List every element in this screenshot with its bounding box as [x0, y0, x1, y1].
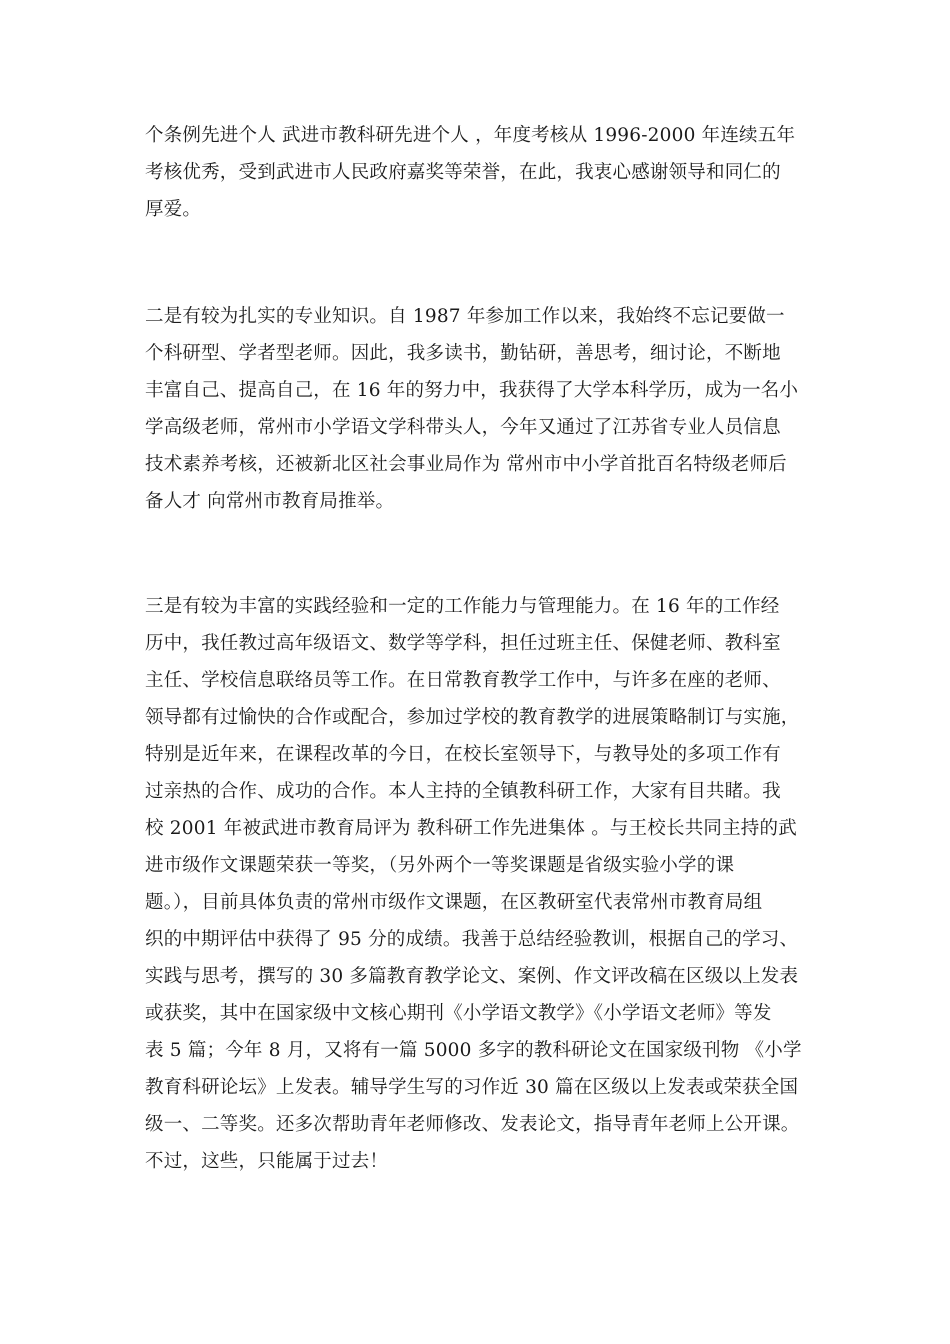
text-line: 主任、学校信息联络员等工作。在日常教育教学工作中，与许多在座的老师、	[145, 670, 781, 691]
text-line: 学高级老师，常州市小学语文学科带头人，今年又通过了江苏省专业人员信息	[145, 417, 781, 438]
text-line: 丰富自己、提高自己，在 16 年的努力中，我获得了大学本科学历，成为一名小	[145, 380, 799, 401]
text-line: 织的中期评估中获得了 95 分的成绩。我善于总结经验教训，根据自己的学习、	[145, 929, 799, 950]
text-line: 校 2001 年被武进市教育局评为 教科研工作先进集体 。与王校长共同主持的武	[145, 818, 797, 839]
text-line: 不过，这些，只能属于过去！	[145, 1151, 389, 1172]
text-line: 表 5 篇；今年 8 月，又将有一篇 5000 多字的教科研论文在国家级刊物 《小学	[145, 1040, 802, 1061]
text-line: 过亲热的合作、成功的合作。本人主持的全镇教科研工作，大家有目共睹。我	[145, 781, 781, 802]
text-line: 个科研型、学者型老师。因此，我多读书，勤钻研，善思考，细讨论，不断地	[145, 343, 781, 364]
paragraph-awards	[145, 117, 815, 228]
paragraph-professional-knowledge	[145, 298, 815, 520]
text-line: 或获奖，其中在国家级中文核心期刊《小学语文教学》《小学语文老师》等发	[145, 1003, 772, 1024]
text-line: 三是有较为丰富的实践经验和一定的工作能力与管理能力。在 16 年的工作经	[145, 596, 780, 617]
text-line: 二是有较为扎实的专业知识。自 1987 年参加工作以来，我始终不忘记要做一	[145, 306, 785, 327]
text-line: 特别是近年来，在课程改革的今日，在校长室领导下，与教导处的多项工作有	[145, 744, 781, 765]
text-line: 技术素养考核，还被新北区社会事业局作为 常州市中小学首批百名特级老师后	[145, 454, 787, 475]
text-line: 个条例先进个人 武进市教科研先进个人 ，年度考核从 1996-2000 年连续五年	[145, 125, 796, 146]
text-line: 级一、二等奖。还多次帮助青年老师修改、发表论文，指导青年老师上公开课。	[145, 1114, 800, 1135]
text-line: 领导都有过愉快的合作或配合，参加过学校的教育教学的进展策略制订与实施，	[145, 707, 800, 728]
text-line: 厚爱。	[145, 199, 202, 220]
text-line: 进市级作文课题荣获一等奖，（另外两个一等奖课题是省级实验小学的课	[145, 855, 735, 876]
text-line: 考核优秀，受到武进市人民政府嘉奖等荣誉，在此，我衷心感谢领导和同仁的	[145, 162, 781, 183]
paragraph-practical-experience	[145, 588, 815, 1180]
text-line: 历中，我任教过高年级语文、数学等学科，担任过班主任、保健老师、教科室	[145, 633, 781, 654]
text-line: 实践与思考，撰写的 30 多篇教育教学论文、案例、作文评改稿在区级以上发表	[145, 966, 799, 987]
text-line: 题。），目前具体负责的常州市级作文课题，在区教研室代表常州市教育局组	[145, 892, 763, 913]
text-line: 备人才 向常州市教育局推举。	[145, 491, 395, 512]
text-line: 教育科研论坛》上发表。辅导学生写的习作近 30 篇在区级以上发表或荣获全国	[145, 1077, 799, 1098]
